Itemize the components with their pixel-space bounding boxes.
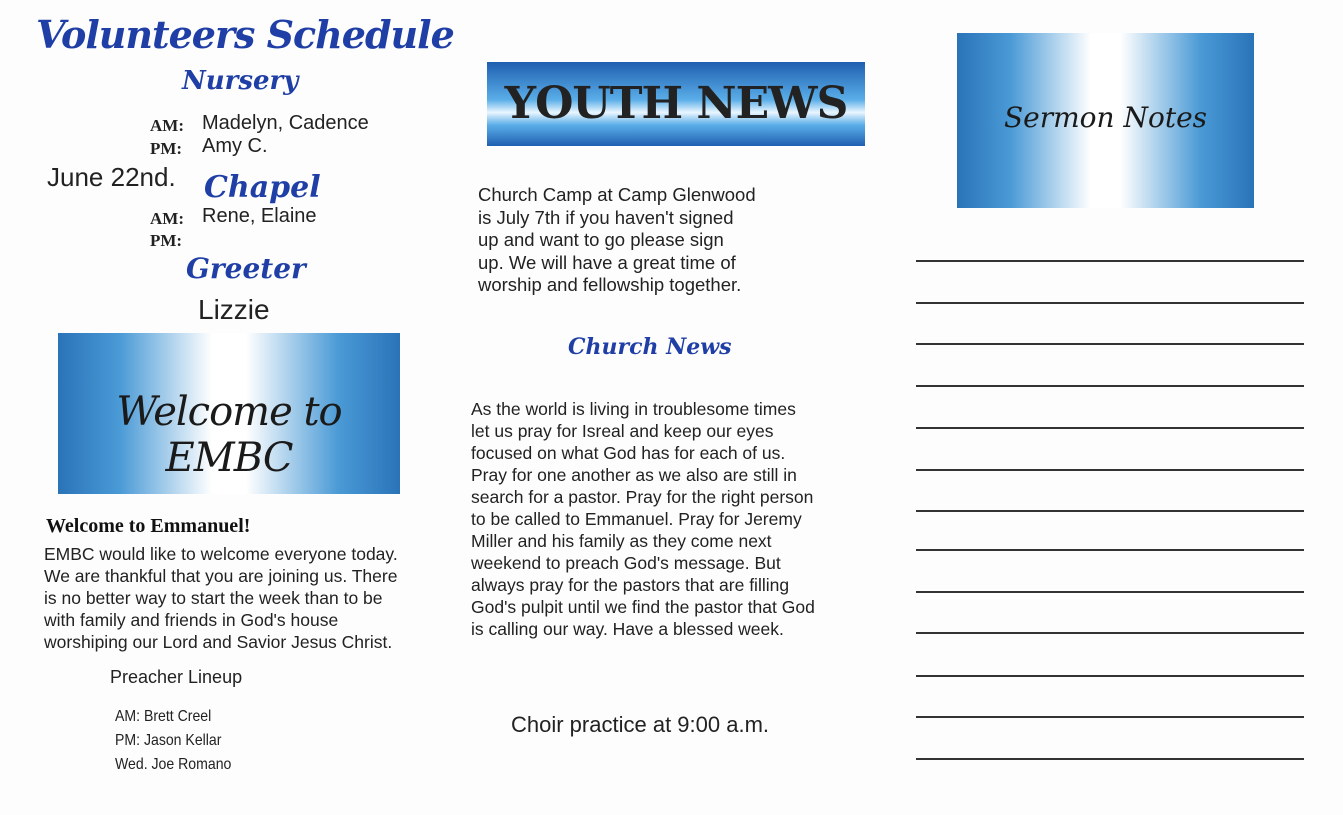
church-news-line: God's pulpit until we find the pastor that God xyxy=(471,597,815,617)
nursery-am-label: AM: xyxy=(150,116,184,135)
volunteers-schedule-title: Volunteers Schedule xyxy=(36,12,454,57)
note-line xyxy=(916,343,1304,345)
chapel-heading: Chapel xyxy=(204,170,321,205)
youth-line: up. We will have a great time of xyxy=(478,251,736,273)
church-news-line: always pray for the pastors that are filling xyxy=(471,575,790,595)
nursery-am-value: Madelyn, Cadence xyxy=(202,112,369,134)
note-line xyxy=(916,549,1304,551)
note-line xyxy=(916,302,1304,304)
note-line xyxy=(916,716,1304,718)
church-news-line: focused on what God has for each of us. xyxy=(471,443,786,463)
choir-practice-note: Choir practice at 9:00 a.m. xyxy=(511,712,770,737)
date-label: June 22nd. xyxy=(47,162,176,192)
nursery-heading: Nursery xyxy=(182,66,299,96)
welcome-paragraph xyxy=(44,543,444,653)
church-news-line: let us pray for Isreal and keep our eyes xyxy=(471,421,774,441)
sermon-notes-banner xyxy=(957,33,1254,208)
youth-line: up and want to go please sign xyxy=(478,229,724,250)
youth-news-text: YOUTH NEWS xyxy=(504,78,848,129)
sermon-notes-text: Sermon Notes xyxy=(1003,101,1208,134)
chapel-am-value: Rene, Elaine xyxy=(202,205,317,227)
note-line xyxy=(916,469,1304,471)
youth-line: Church Camp at Camp Glenwood xyxy=(478,184,756,205)
youth-paragraph xyxy=(478,184,858,297)
welcome-embc-banner xyxy=(58,333,400,494)
church-news-line: is calling our way. Have a blessed week. xyxy=(471,619,784,639)
church-news-paragraph xyxy=(471,398,871,640)
youth-news-banner xyxy=(487,62,865,146)
welcome-line: We are thankful that you are joining us. There xyxy=(44,566,398,586)
note-line xyxy=(916,260,1304,262)
note-line xyxy=(916,591,1304,593)
youth-line: worship and fellowship together. xyxy=(478,274,742,295)
church-news-line: Pray for one another as we also are still in xyxy=(471,465,797,485)
note-line xyxy=(916,632,1304,634)
church-news-heading: Church News xyxy=(568,334,732,360)
welcome-heading: Welcome to Emmanuel! xyxy=(46,515,251,537)
preacher-list xyxy=(115,705,231,777)
church-news-line: weekend to preach God's message. But xyxy=(471,553,781,573)
welcome-line: is no better way to start the week than to be xyxy=(44,588,383,608)
chapel-pm-label: PM: xyxy=(150,231,183,250)
note-line xyxy=(916,385,1304,387)
note-line xyxy=(916,758,1304,760)
preacher-lineup-heading: Preacher Lineup xyxy=(110,667,243,687)
preacher-item: Wed. Joe Romano xyxy=(115,756,232,773)
church-news-line: search for a pastor. Pray for the right person xyxy=(471,487,814,507)
nursery-pm-value: Amy C. xyxy=(202,135,268,157)
preacher-item: AM: Brett Creel xyxy=(115,708,212,725)
church-news-line: to be called to Emmanuel. Pray for Jeremy xyxy=(471,509,802,529)
welcome-line: EMBC would like to welcome everyone today. xyxy=(44,544,398,564)
welcome-embc-text: Welcome to EMBC xyxy=(116,389,342,481)
note-line xyxy=(916,675,1304,677)
welcome-line: with family and friends in God's house xyxy=(44,610,339,630)
welcome-line: worshiping our Lord and Savior Jesus Christ. xyxy=(44,632,393,652)
preacher-item: PM: Jason Kellar xyxy=(115,732,222,749)
greeter-heading: Greeter xyxy=(186,252,306,285)
nursery-pm-label: PM: xyxy=(150,139,183,158)
youth-line: is July 7th if you haven't signed xyxy=(478,206,734,228)
chapel-am-label: AM: xyxy=(150,209,184,228)
greeter-value: Lizzie xyxy=(198,294,270,325)
church-news-line: Miller and his family as they come next xyxy=(471,531,772,551)
note-line xyxy=(916,510,1304,512)
church-news-line: As the world is living in troublesome times xyxy=(471,399,796,419)
note-line xyxy=(916,427,1304,429)
